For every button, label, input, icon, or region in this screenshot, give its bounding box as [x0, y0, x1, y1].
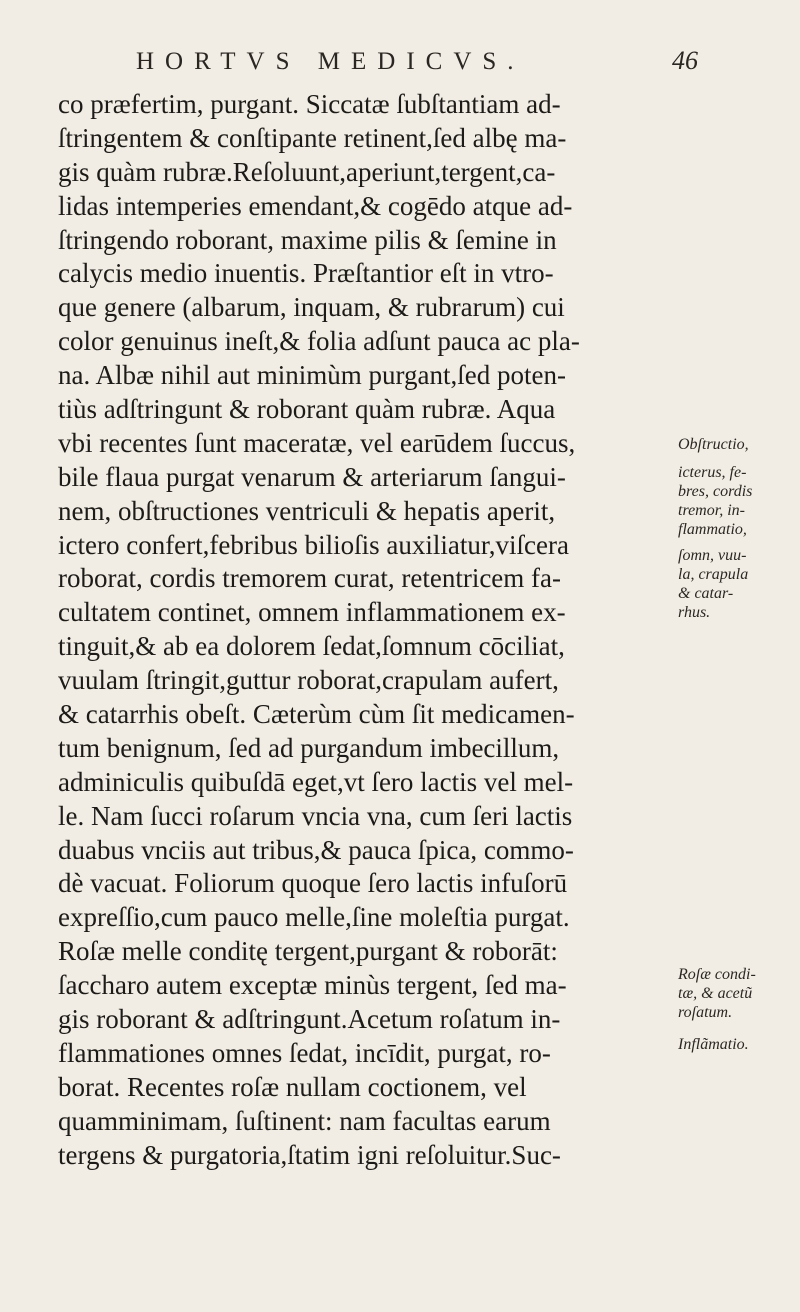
text-line: calycis medio inuentis. Præſtantior eſt in vtro-	[58, 258, 554, 289]
running-title: HORTVS MEDICVS.	[136, 48, 525, 75]
text-line: quamminimam, ſuſtinent: nam facultas earum	[58, 1105, 551, 1136]
text-line: tiùs adſtringunt & roborant quàm rubræ. Aqua	[58, 394, 556, 425]
text-line: color genuinus ineſt,& folia adſunt pauca ac pla-	[58, 326, 580, 357]
text-line: tergens & purgatoria,ſtatim igni reſoluitur.Suc-	[58, 1139, 561, 1170]
margin-note-line: icterus, fe-	[678, 464, 747, 481]
text-line: duabus vnciis aut tribus,& pauca ſpica, commo-	[58, 834, 574, 865]
text-line: vuulam ſtringit,guttur roborat,crapulam aufert,	[58, 665, 559, 696]
margin-note-line: tæ, & acetũ	[678, 985, 753, 1002]
margin-note-line: ſomn, vuu-	[678, 547, 747, 564]
text-line: & catarrhis obeſt. Cæterùm cùm ſit medicamen-	[58, 699, 575, 730]
text-line: co præfertim, purgant. Siccatæ ſubſtantiam ad-	[58, 89, 561, 119]
text-line: nem, obſtructiones ventriculi & hepatis aperit,	[58, 495, 556, 526]
margin-note-line: la, crapula	[678, 566, 749, 583]
text-line: ictero confert,febribus bilioſis auxiliatur,viſcera	[58, 529, 569, 560]
main-text-block	[58, 88, 670, 1173]
margin-note-line: flammatio,	[678, 521, 747, 538]
text-line: tinguit,& ab ea dolorem ſedat,ſomnum cōciliat,	[58, 631, 565, 662]
text-line: bile flaua purgat venarum & arteriarum ſangui-	[58, 461, 566, 492]
text-line: Roſæ melle conditę tergent,purgant & roborāt:	[58, 936, 558, 967]
text-line: ſtringentem & conſtipante retinent,ſed albę ma-	[58, 122, 567, 153]
margin-note-line: Roſæ condi-	[678, 966, 756, 983]
text-line: vbi recentes ſunt maceratæ, vel earūdem ſuccus,	[58, 427, 576, 458]
margin-note	[678, 463, 796, 539]
margin-note	[678, 1035, 796, 1054]
text-line: adminiculis quibuſdā eget,vt ſero lactis vel mel-	[58, 766, 574, 797]
text-line: borat. Recentes roſæ nullam coctionem, vel	[58, 1071, 527, 1102]
text-line: flammationes omnes ſedat, incīdit, purgat, ro-	[58, 1037, 551, 1068]
page-header	[0, 44, 800, 84]
margin-note-line: tremor, in-	[678, 502, 745, 519]
text-line: que genere (albarum, inquam, & rubrarum) cui	[58, 292, 565, 323]
text-line: roborat, cordis tremorem curat, retentricem fa-	[58, 563, 562, 594]
text-line: na. Albæ nihil aut minimùm purgant,ſed poten-	[58, 360, 566, 391]
page-number: 46	[672, 46, 698, 75]
margin-note-line: Inflãmatio.	[678, 1036, 749, 1053]
text-line: lidas intemperies emendant,& cogēdo atque ad-	[58, 190, 573, 221]
margin-note-line: bres, cordis	[678, 483, 753, 500]
margin-note-line: Obſtructio,	[678, 436, 749, 453]
text-line: cultatem continet, omnem inflammationem ex-	[58, 597, 566, 628]
text-line: tum benignum, ſed ad purgandum imbecillum,	[58, 732, 560, 763]
margin-note-line: & catar-	[678, 585, 734, 602]
margin-note	[678, 965, 796, 1022]
text-line: gis quàm rubræ.Reſoluunt,aperiunt,tergent,ca-	[58, 156, 556, 187]
text-line: expreſſio,cum pauco melle,ſine moleſtia purgat.	[58, 902, 570, 933]
text-line: gis roborant & adſtringunt.Acetum roſatum in-	[58, 1004, 561, 1035]
text-line: ſtringendo roborant, maxime pilis & ſemine in	[58, 224, 557, 255]
margin-note	[678, 435, 796, 454]
text-line: dè vacuat. Foliorum quoque ſero lactis infuſorū	[58, 868, 568, 899]
margin-note	[678, 546, 796, 622]
text-line: le. Nam ſucci roſarum vncia vna, cum ſeri lactis	[58, 800, 573, 831]
margin-note-line: roſatum.	[678, 1004, 733, 1021]
text-line: ſaccharo autem exceptæ minùs tergent, ſed ma-	[58, 970, 567, 1001]
margin-note-line: rhus.	[678, 604, 711, 621]
